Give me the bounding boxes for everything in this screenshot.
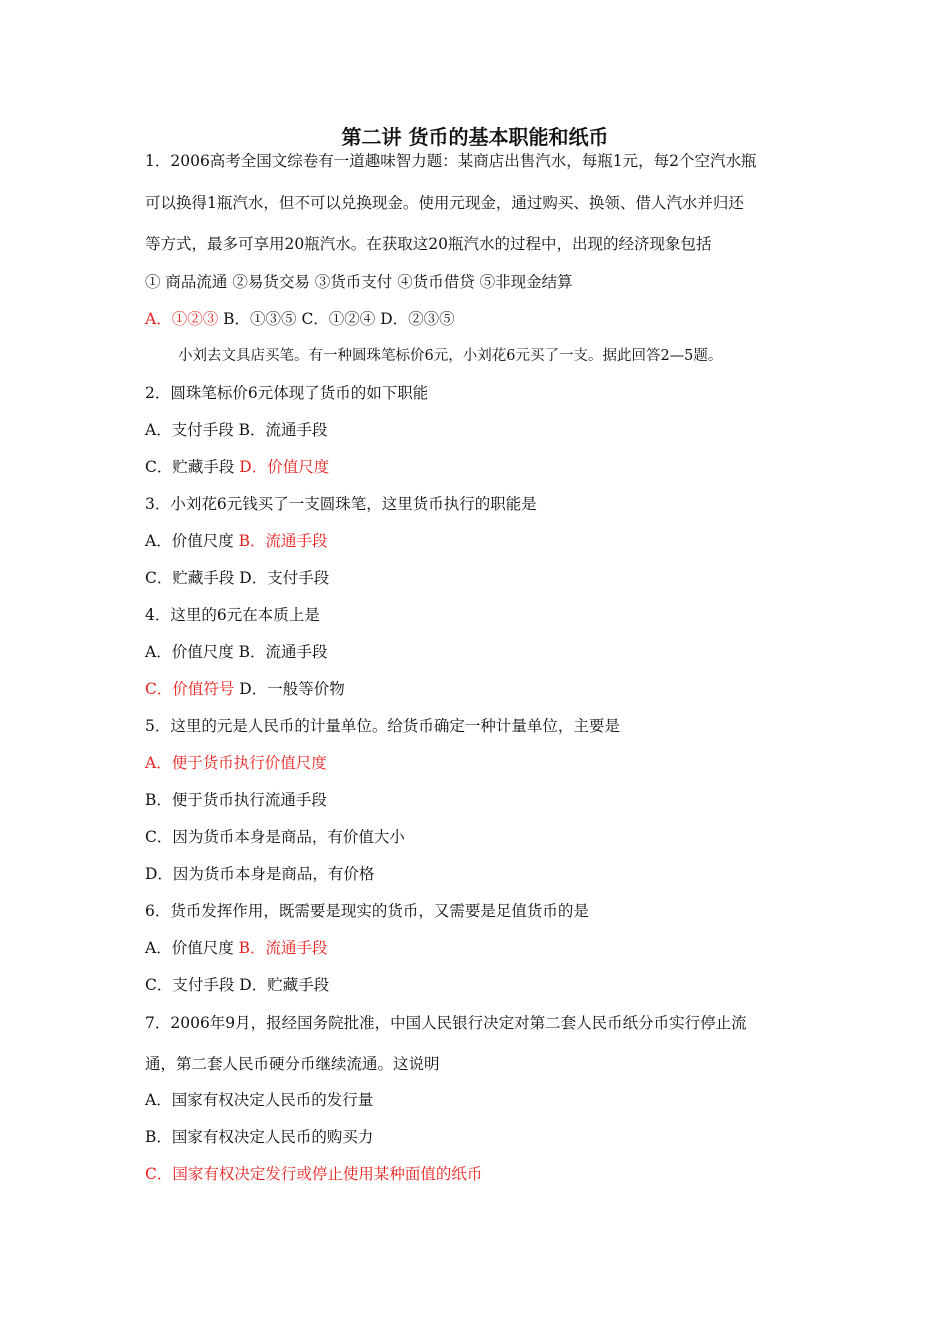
q3-options-ab <box>145 531 328 551</box>
q4-options-cd <box>145 679 345 699</box>
q3-option-a: A．价值尺度 <box>145 532 239 550</box>
q1-options-rest: B．①③⑤ C．①②④ D．②③⑤ <box>218 310 455 328</box>
story-text: 小刘去文具店买笔。有一种圆珠笔标价6元，小刘花6元买了一支。据此回答2—5题。 <box>178 348 723 364</box>
q3-options-cd: C．贮藏手段 D．支付手段 <box>145 569 330 587</box>
q6-option-a: A．价值尺度 <box>145 939 239 957</box>
q2-options-cd <box>145 457 329 477</box>
q7-answer-c: C．国家有权决定发行或停止使用某种面值的纸币 <box>145 1165 483 1183</box>
q3-stem: 3．小刘花6元钱买了一支圆珠笔，这里货币执行的职能是 <box>145 495 537 513</box>
q3-answer-b: B．流通手段 <box>238 532 328 550</box>
q6-options-cd: C．支付手段 D．贮藏手段 <box>145 976 330 994</box>
q2-option-c: C．贮藏手段 <box>145 458 240 476</box>
q1-line2: 可以换得1瓶汽水，但不可以兑换现金。使用元现金，通过购买、换领、借人汽水并归还 <box>145 194 744 212</box>
q2-stem: 2．圆珠笔标价6元体现了货币的如下职能 <box>145 384 429 402</box>
q4-options-ab: A．价值尺度 B．流通手段 <box>145 643 328 661</box>
page-title: 第二讲 货币的基本职能和纸币 <box>341 125 609 149</box>
q5-option-d: D．因为货币本身是商品，有价格 <box>145 865 375 883</box>
q5-option-c: C．因为货币本身是商品，有价值大小 <box>145 828 405 846</box>
q1-line1: 1．2006高考全国文综卷有一道趣味智力题：某商店出售汽水，每瓶1元，每2个空汽水瓶 <box>145 152 757 170</box>
q2-options-ab: A．支付手段 B．流通手段 <box>145 421 328 439</box>
q2-answer-d: D．价值尺度 <box>239 458 330 476</box>
q1-answer-a: A．①②③ <box>145 310 219 328</box>
q4-option-d: D．一般等价物 <box>234 680 345 698</box>
q4-answer-c: C．价值符号 <box>145 680 235 698</box>
q6-stem: 6．货币发挥作用，既需要是现实的货币，又需要是足值货币的是 <box>145 902 589 920</box>
q5-answer-a: A．便于货币执行价值尺度 <box>145 754 327 772</box>
q7-line1: 7．2006年9月，报经国务院批准，中国人民银行决定对第二套人民币纸分币实行停止流 <box>145 1014 747 1032</box>
q6-options-ab <box>145 938 328 958</box>
q6-answer-b: B．流通手段 <box>238 939 328 957</box>
q5-option-b: B．便于货币执行流通手段 <box>145 791 327 809</box>
q7-line2: 通，第二套人民币硬分币继续流通。这说明 <box>145 1055 440 1073</box>
q5-stem: 5．这里的元是人民币的计量单位。给货币确定一种计量单位，主要是 <box>145 717 620 735</box>
q4-stem: 4．这里的6元在本质上是 <box>145 606 320 624</box>
q7-option-a: A．国家有权决定人民币的发行量 <box>145 1091 374 1109</box>
q1-line3: 等方式，最多可享用20瓶汽水。在获取这20瓶汽水的过程中，出现的经济现象包括 <box>145 235 712 253</box>
q1-options <box>145 309 455 329</box>
q7-option-b: B．国家有权决定人民币的购买力 <box>145 1128 374 1146</box>
q1-items: ① 商品流通 ②易货交易 ③货币支付 ④货币借贷 ⑤非现金结算 <box>145 273 573 291</box>
